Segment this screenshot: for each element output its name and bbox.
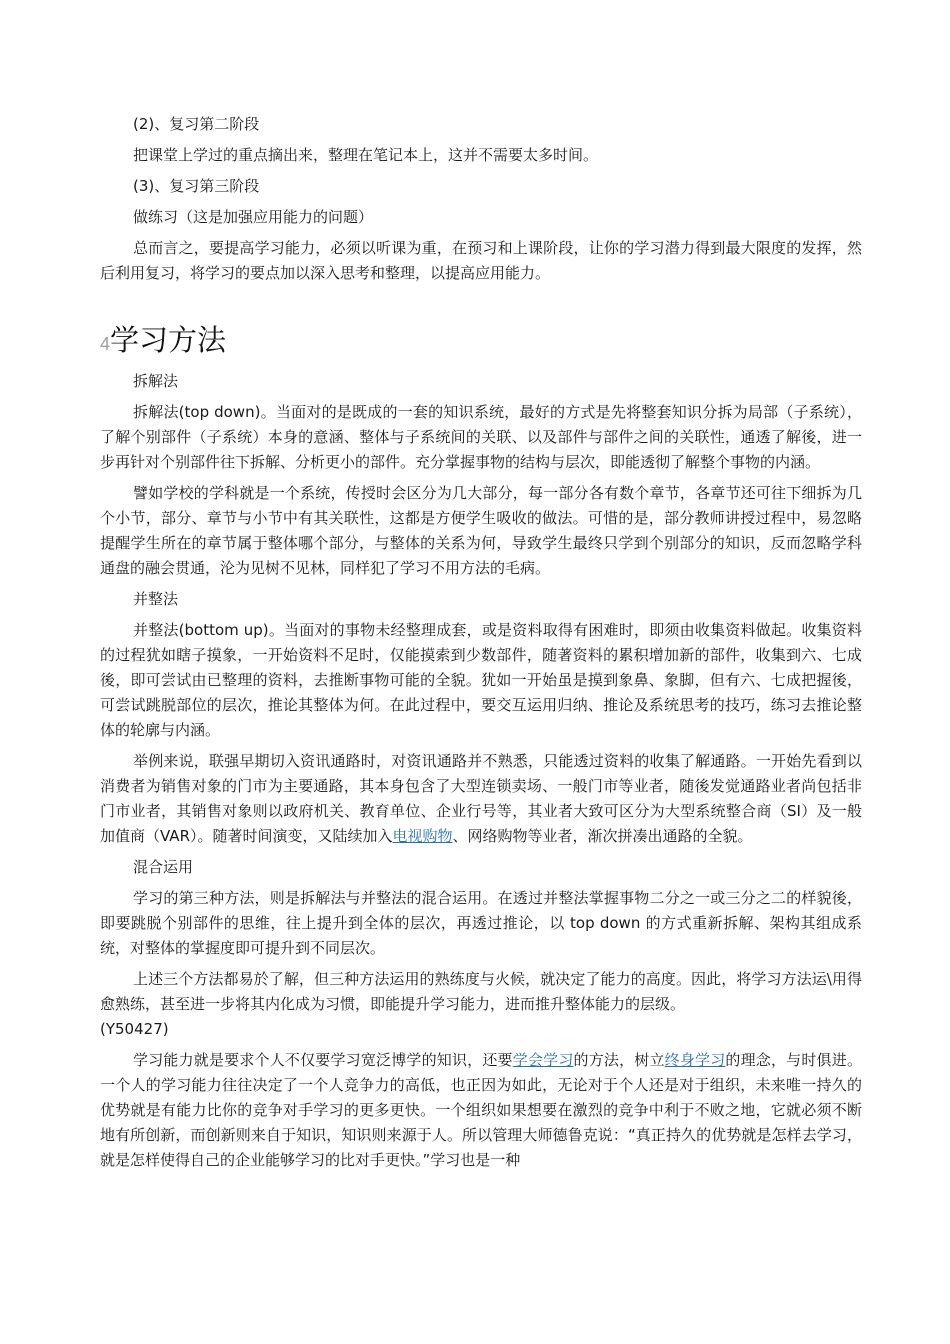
method3-title: 混合运用 (133, 858, 194, 876)
method1-title: 拆解法 (133, 372, 179, 390)
final-text-a: 学习能力就是要求个人不仅要学习宽泛博学的知识，还要 (133, 1051, 513, 1069)
method1-paragraph-1: 拆解法(top down)。当面对的是既成的一套的知识系统，最好的方式是先将整套知识分拆为局部（子系统），了解个别部件（子系统）本身的意涵、整体与子系统间的关联、以及部件与部件之间的关联性，通透了解後，进一步再针对个别部件往下拆解、分析更小的部件。充分掌握事物的结构与层次，即能透彻了解整个事物的内涵。 (100, 403, 862, 471)
section-heading (100, 320, 862, 365)
conclusion-paragraph: 上述三个方法都易於了解，但三种方法运用的熟练度与火候，就决定了能力的高度。因此，将学习方法运\用得愈熟练，甚至进一步将其内化成为习惯，即能提升学习能力，进而推升整体能力的层级。 (100, 970, 862, 1013)
method2-text-after-link: 、网络购物等业者，渐次拼凑出通路的全貌。 (452, 827, 753, 845)
section-number: 4 (100, 334, 111, 354)
method2-title: 并整法 (133, 590, 179, 608)
final-text-c: 的理念，与时俱进。一个人的学习能力往往决定了一个人竞争力的高低，也正因为如此，无论对于个人还是对于组织，未来唯一持久的优势就是有能力比你的竞争对手学习的更多更快。一个组织如果想要在激烈的竞争中利于不败之地，它就必须不断地有所创新，而创新则来自于知识，知识则来源于人。所以管理大师德鲁克说：“真正持久的优势就是怎样去学习，就是怎样使得自己的企业能够学习的比对手更快。”学习也是一种 (100, 1051, 862, 1169)
final-paragraph (100, 1048, 862, 1173)
method2-paragraph-2 (100, 749, 862, 849)
stage3-heading: (3)、复习第三阶段 (133, 177, 260, 195)
document-page (100, 112, 862, 1179)
method2-text-before-link: 举例来说，联强早期切入资讯通路时，对资讯通路并不熟悉，只能透过资料的收集了解通路。一开始先看到以消费者为销售对象的门市为主要通路，其本身包含了大型连锁卖场、一般门市等业者，随後发觉通路业者尚包括非门市业者，其销售对象则以政府机关、教育单位、企业行号等，其业者大致可区分为大型系统整合商（SI）及一般加值商（VAR）。随著时间演变，又陆续加入 (100, 752, 862, 845)
lifelong-learning-link[interactable]: 终身学习 (664, 1051, 726, 1069)
section-title: 学习方法 (110, 323, 227, 357)
summary-paragraph: 总而言之，要提高学习能力，必须以听课为重，在预习和上课阶段，让你的学习潜力得到最大限度的发挥，然后利用复习，将学习的要点加以深入思考和整理，以提高应用能力。 (100, 239, 862, 282)
learn-to-learn-link[interactable]: 学会学习 (512, 1051, 574, 1069)
method2-paragraph-1: 并整法(bottom up)。当面对的事物未经整理成套，或是资料取得有困难时，即须由收集资料做起。收集资料的过程犹如瞎子摸象，一开始资料不足时，仅能摸索到少数部件，随著资料的累积增加新的部件，收集到六、七成後，即可尝试由已整理的资料，去推断事物可能的全貌。犹如一开始虽是摸到象鼻、象脚，但有六、七成把握後，可尝试跳脱部位的层次，推论其整体为何。在此过程中，要交互运用归纳、推论及系统思考的技巧，练习去推论整体的轮廓与内涵。 (100, 621, 862, 739)
reference-code: (Y50427) (100, 1020, 169, 1038)
method3-paragraph: 学习的第三种方法，则是拆解法与并整法的混合运用。在透过并整法掌握事物二分之一或三分之二的样貌後，即要跳脱个别部件的思维，往上提升到全体的层次，再透过推论，以 top down 的方式重新拆解、架构其组成系统，对整体的掌握度即可提升到不同层次。 (100, 889, 862, 957)
tv-shopping-link[interactable]: 电视购物 (392, 827, 453, 845)
method1-paragraph-2: 譬如学校的学科就是一个系统，传授时会区分为几大部分，每一部分各有数个章节，各章节还可往下细拆为几个小节，部分、章节与小节中有其关联性，这都是方便学生吸收的做法。可惜的是，部分教师讲授过程中，易忽略提醒学生所在的章节属于整体哪个部分，与整体的关系为何，导致学生最终只学到个别部分的知识，反而忽略学科通盘的融会贯通，沦为见树不见林，同样犯了学习不用方法的毛病。 (100, 484, 862, 577)
stage2-text: 把课堂上学过的重点摘出来，整理在笔记本上，这并不需要太多时间。 (133, 146, 599, 164)
final-text-b: 的方法，树立 (573, 1051, 665, 1069)
stage3-text: 做练习（这是加强应用能力的问题） (133, 208, 374, 226)
stage2-heading: (2)、复习第二阶段 (133, 115, 260, 133)
